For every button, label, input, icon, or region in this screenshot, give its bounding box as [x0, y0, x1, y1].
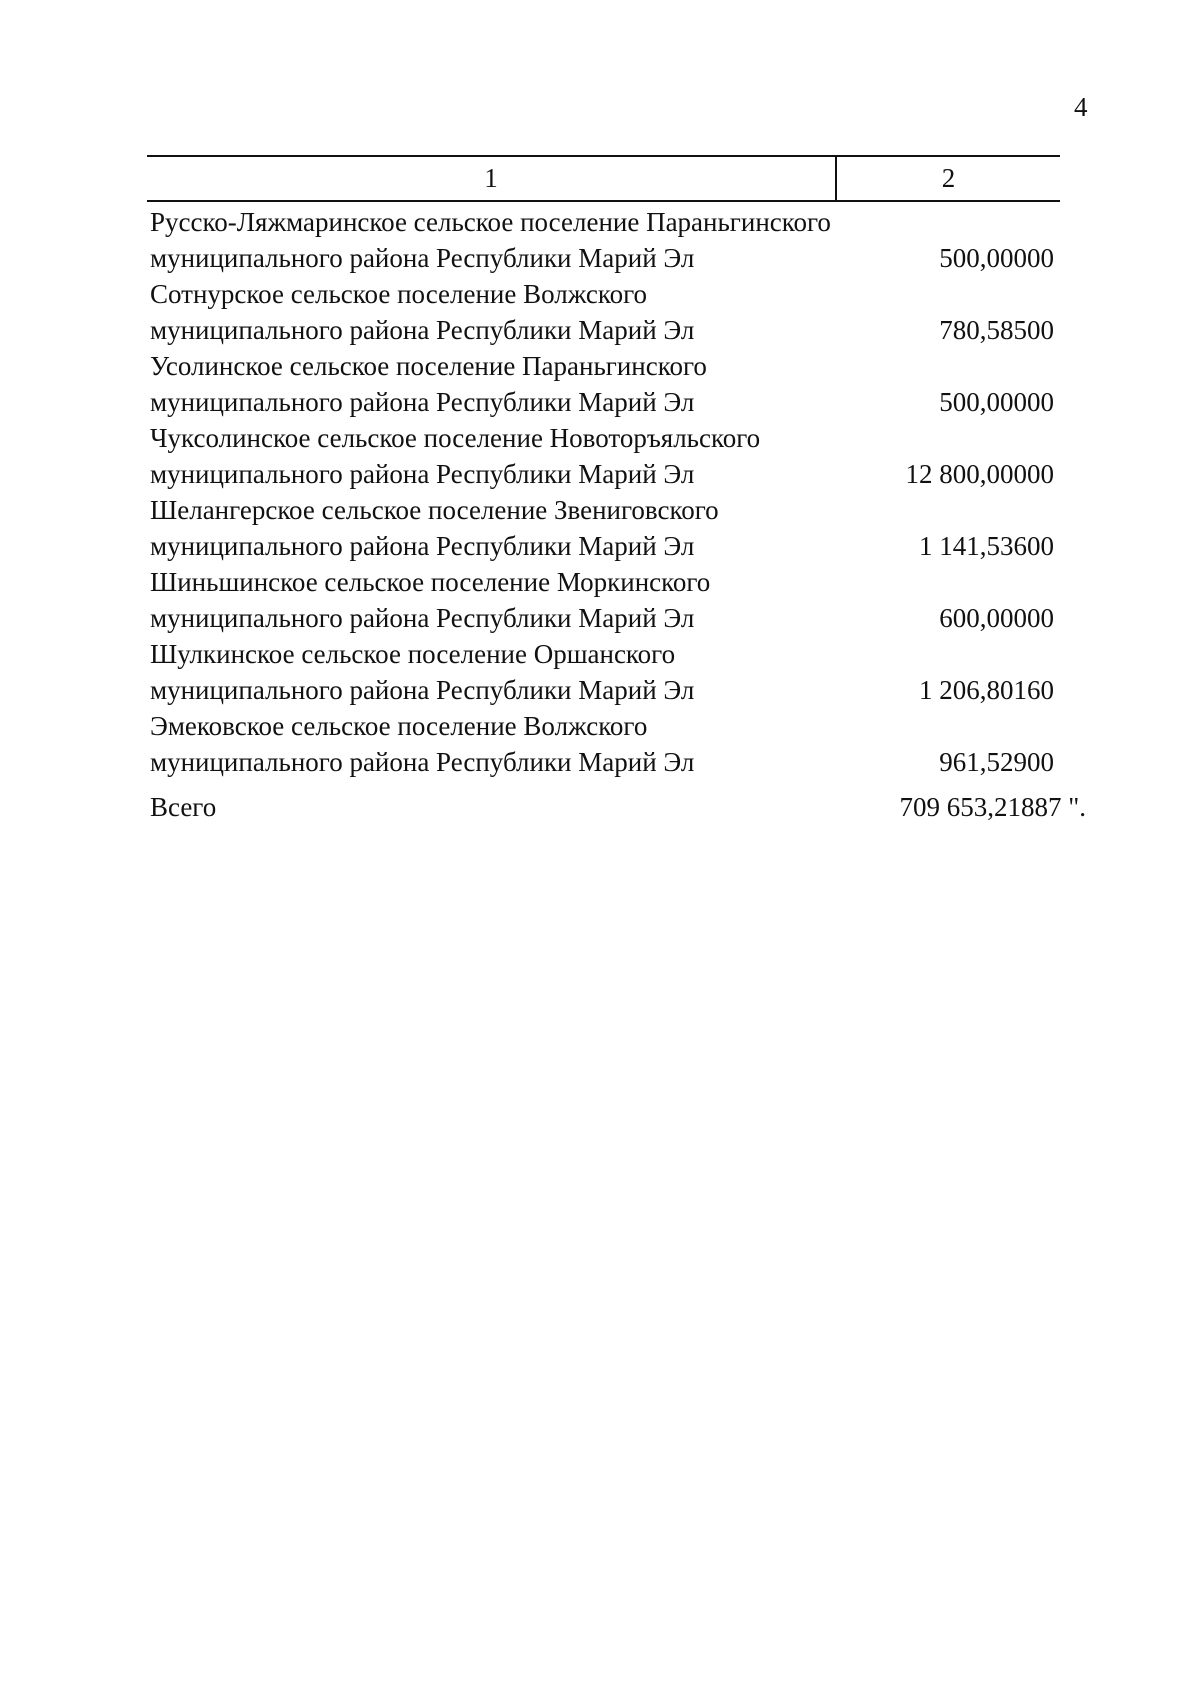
settlement-name: Шиньшинское сельское поселение Моркинского муниципального района Республики Марий Эл — [150, 567, 711, 633]
table-row — [147, 348, 1060, 420]
amount-value: 1 206,80160 — [919, 675, 1054, 705]
table-row — [147, 492, 1060, 564]
settlement-name: Шулкинское сельское поселение Оршанского муниципального района Республики Марий Эл — [150, 639, 695, 705]
amount-value: 12 800,00000 — [905, 459, 1054, 489]
table-header — [147, 155, 1060, 202]
table-row — [147, 564, 1060, 636]
amount-value: 500,00000 — [939, 243, 1054, 273]
total-value: 709 653,21887 ". — [899, 792, 1086, 822]
amount-value: 600,00000 — [939, 603, 1054, 633]
total-row — [147, 789, 1086, 825]
settlement-name: Шелангерское сельское поселение Звениговского муниципального района Республики Марий Эл — [150, 495, 719, 561]
amount-value: 961,52900 — [939, 747, 1054, 777]
table-row — [147, 708, 1060, 780]
table-row — [147, 636, 1060, 708]
amount-value: 780,58500 — [939, 315, 1054, 345]
settlement-name: Усолинское сельское поселение Параньгинского муниципального района Республики Марий Эл — [150, 351, 707, 417]
amount-value: 500,00000 — [939, 387, 1054, 417]
settlement-name: Сотнурское сельское поселение Волжского муниципального района Республики Марий Эл — [150, 279, 695, 345]
table-row — [147, 204, 1060, 276]
total-label: Всего — [150, 792, 217, 822]
table-row — [147, 420, 1060, 492]
page-number: 4 — [1074, 92, 1088, 122]
table-body — [147, 204, 1060, 780]
settlement-name: Русско-Ляжмаринское сельское поселение Параньгинского муниципального района Республики Марий Эл — [150, 207, 831, 273]
header-column-2: 2 — [941, 163, 956, 193]
table-row — [147, 276, 1060, 348]
amount-value: 1 141,53600 — [919, 531, 1054, 561]
allocation-table — [147, 155, 1086, 825]
settlement-name: Чуксолинское сельское поселение Новоторъяльского муниципального района Республики Марий Эл — [150, 423, 761, 489]
settlement-name: Эмековское сельское поселение Волжского муниципального района Республики Марий Эл — [150, 711, 695, 777]
header-column-1: 1 — [147, 157, 837, 200]
